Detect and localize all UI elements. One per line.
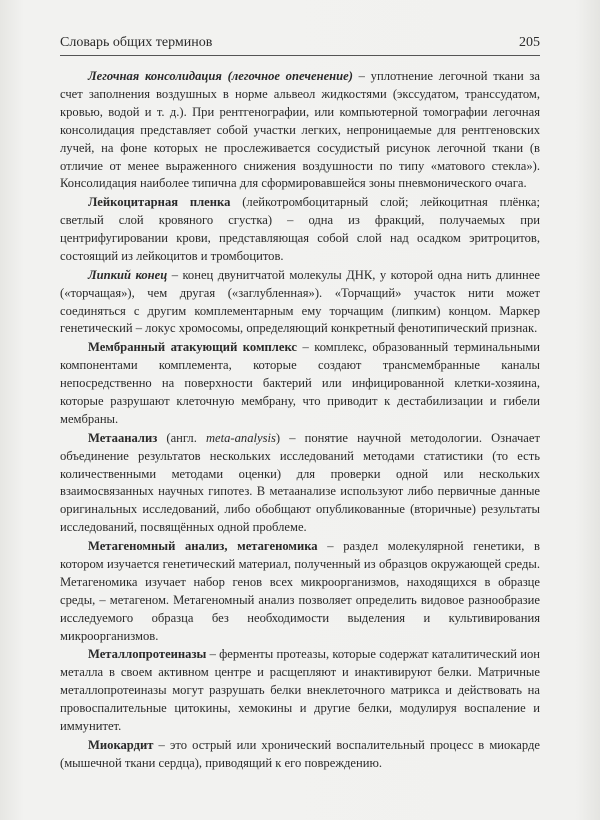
glossary-entry [60,737,540,773]
glossary-entry [60,267,540,339]
glossary-term: Миокардит [88,737,154,752]
glossary-definition: ) – понятие научной методологии. Означает объединение результатов нескольких исследований методами статистики (то есть количественными методами оценки) для проверки одной или нескольких взаимосвязанных научных гипотез. В метаанализе используют либо первичные данные оригинальных исследований, либо обобщают опубликованные (вторичные) результаты исследований, посвящённых одной проблеме. [60,430,540,535]
running-header-title: Словарь общих терминов [60,35,213,50]
glossary-definition: – это острый или хронический воспалительный процесс в миокарде (мышечной ткани сердца), приводящий к его повреждению. [60,737,540,770]
running-header [60,30,540,56]
glossary-term: Мембранный атакующий комплекс [88,340,297,355]
glossary-term: Липкий конец [88,267,168,282]
page-number: 205 [519,35,540,50]
glossary-definition: – ферменты протеазы, которые содержат каталитический ион металла в своем активном центре и расщепляют и инактивируют белки. Матричные металлопротеиназы могут разрушать белки внеклеточного матрикса и действовать на провоспалительные цитокины, хемокины и другие белки, модулируя воспаление и иммунитет. [60,647,540,733]
glossary-entry [60,194,540,266]
glossary-definition-prefix: (англ. [157,430,206,445]
glossary-entry [60,68,540,193]
glossary-term: Метаанализ [88,430,158,445]
foreign-term: meta-analysis [205,430,276,445]
glossary-entry [60,430,540,537]
glossary-definition: – уплотнение легочной ткани за счет заполнения воздушных в норме альвеол жидкостями (экссудатом, транссудатом, кровью, водой и т. д.). При рентгенографии, или компьютерной томографии легочная консолидация представляет собой участки легких, непроницаемые для рентгеновских лучей, на фоне которых не прослеживается сосудистый рисунок легочной ткани (в отличие от менее выраженного снижения воздушности по типу «матового стекла»). Консолидация наиболее типична для сформировавшейся зоны пневмонического очага. [60,69,541,191]
glossary-entry [60,339,540,429]
glossary-entries [60,68,540,773]
glossary-term: Лейкоцитарная пленка [88,195,231,210]
glossary-term: Легочная консолидация (легочное опеченение) [88,69,353,83]
glossary-term: Метагеномный анализ, метагеномика [88,539,318,554]
glossary-definition: – конец двунитчатой молекулы ДНК, у которой одна нить длиннее («торчащая»), чем другая («заглубленная»). «Торчащий» участок нити может соединяться с другим комплементарным ему торчащим (липким) концом. Маркер генетический – локус хромосомы, определяющий конкретный фенотипический признак. [60,267,540,336]
glossary-definition: – раздел молекулярной генетики, в котором изучается генетический материал, полученный из образцов окружающей среды. Метагеномика изучает набор генов всех микроорганизмов, находящихся в образце среды, – метагеном. Метагеномный анализ позволяет определить видовое разнообразие исследуемого образца без необходимости выделения и культивирования микроорганизмов. [60,539,540,643]
glossary-entry [60,538,540,645]
glossary-definition: – комплекс, образованный терминальными компонентами комплемента, которые создают трансмембранные каналы непосредственно на поверхности бактерий или инфицированной клетки-хозяина, которые разрушают клеточную мембрану, что приводит к дестабилизации и гибели мембраны. [60,340,540,426]
glossary-entry [60,646,540,736]
glossary-definition: (лейкотромбоцитарный слой; лейкоцитная плёнка; светлый слой кровяного сгустка) – одна из фракций, получаемых при центрифугировании крови, представляющая собой слой над осадком эритроцитов, состоящий из лейкоцитов и тромбоцитов. [60,195,541,263]
glossary-term: Металлопротеиназы [88,647,207,662]
